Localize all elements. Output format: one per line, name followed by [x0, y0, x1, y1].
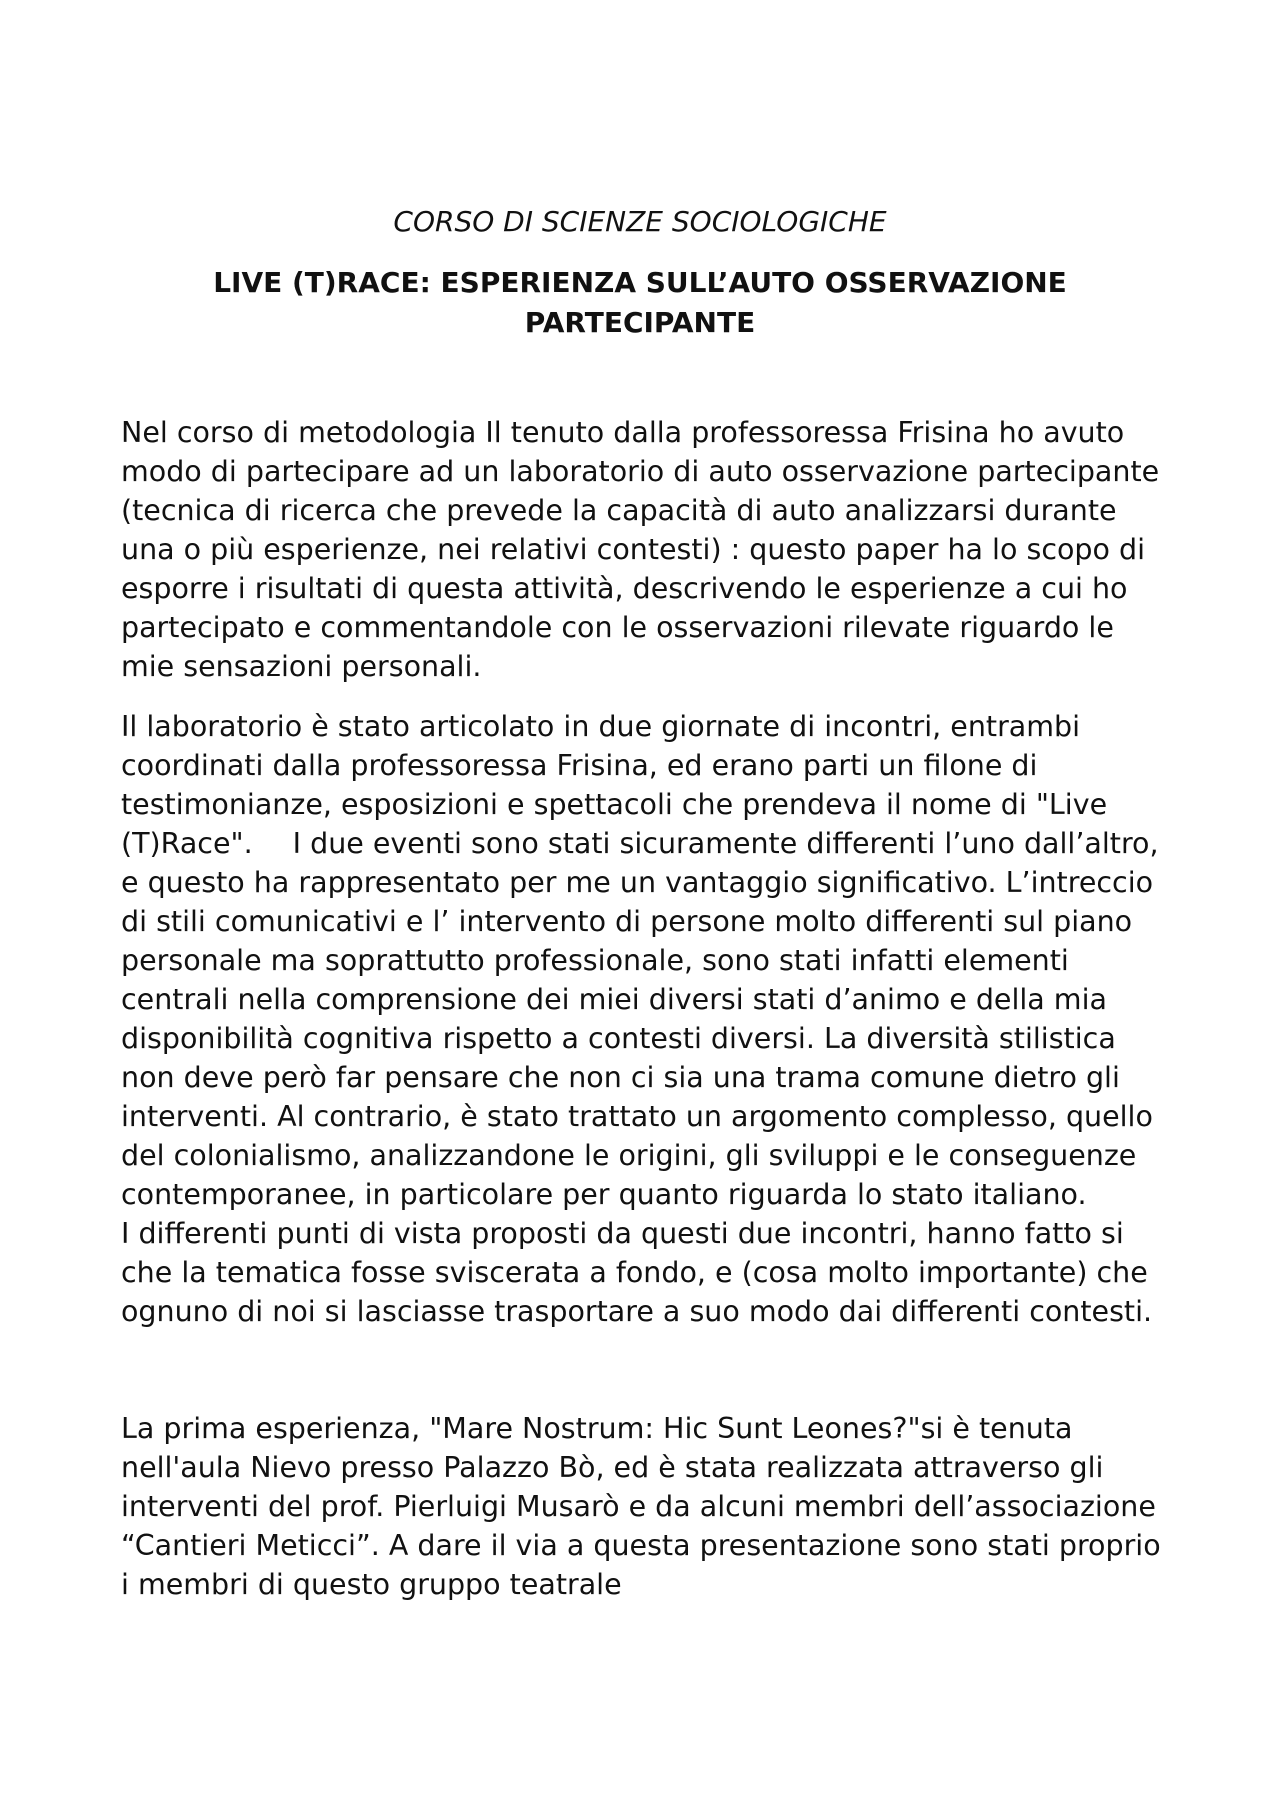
paragraph-laboratory-part-2: I due eventi sono stati sicuramente differenti l’uno dall’altro, e questo ha rappresentato per me un vantaggio significativo. L’intreccio di stili comunicativi e l’ intervento di persone molto differenti sul piano personale ma soprattutto professionale, sono stati infatti elementi centrali nella comprensione dei miei diversi stati d’animo e della mia disponibilità cognitiva rispetto a contesti diversi. La diversità stilistica non deve però far pensare che non ci sia una trama comune dietro gli interventi. Al contrario, è stato trattato un argomento complesso, quello del colonialismo, analizzandone le origini, gli sviluppi e le conseguenze contemporanee, in particolare per quanto riguarda lo stato italiano.	[121, 827, 1159, 1211]
paragraph-laboratory-part-1: Il laboratorio è stato articolato in due giornate di incontri, entrambi coordinati dalla professoressa Frisina, ed erano parti un filone di testimonianze, esposizioni e spettacoli che prendeva il nome di "Live (T)Race".	[121, 710, 1108, 860]
course-heading: CORSO DI SCIENZE SOCIOLOGICHE	[393, 205, 887, 238]
paragraph-intro: Nel corso di metodologia Il tenuto dalla professoressa Frisina ho avuto modo di partecipare ad un laboratorio di auto osservazione partecipante (tecnica di ricerca che prevede la capacità di auto analizzarsi durante una o più esperienze, nei relativi contesti) : questo paper ha lo scopo di esporre i risultati di questa attività, descrivendo le esperienze a cui ho partecipato e commentandole con le osservazioni rilevate riguardo le mie sensazioni personali.	[121, 416, 1160, 683]
document-title: LIVE (T)RACE: ESPERIENZA SULL’AUTO OSSERVAZIONE PARTECIPANTE	[213, 266, 1067, 339]
paragraph-first-experience: La prima esperienza, "Mare Nostrum: Hic Sunt Leones?"si è tenuta nell'aula Nievo presso Palazzo Bò, ed è stata realizzata attraverso gli interventi del prof. Pierluigi Musarò e da alcuni membri dell’associazione “Cantieri Meticci”. A dare il via a questa presentazione sono stati proprio i membri di questo gruppo teatrale	[121, 1412, 1161, 1601]
document-body	[121, 413, 1171, 1604]
paragraph-laboratory	[121, 707, 1171, 1331]
paragraph-laboratory-part-3: I differenti punti di vista proposti da questi due incontri, hanno fatto si che la tematica fosse sviscerata a fondo, e (cosa molto importante) che ognuno di noi si lasciasse trasportare a suo modo dai differenti contesti.	[121, 1217, 1153, 1328]
